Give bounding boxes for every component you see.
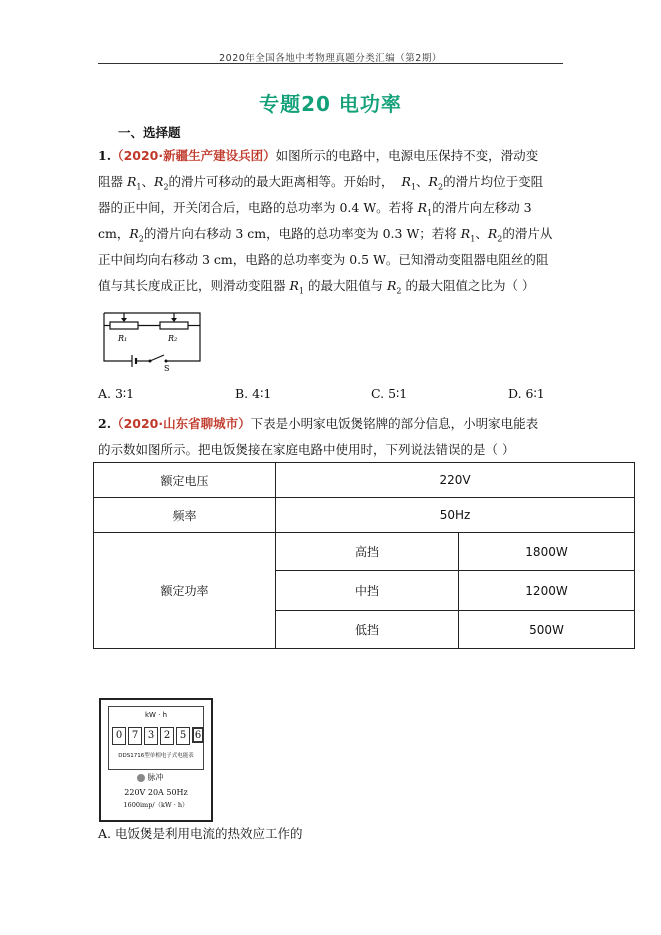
q1-line-6: [98, 273, 568, 299]
table-cell: 1800W: [459, 533, 635, 571]
q1-text-5: 正中间均向右移动 3 cm，电路的总功率变为 0.5 W。已知滑动变阻器电阻丝的阻: [98, 252, 549, 267]
q1-line-4: cm，$R_2$的滑片向右移动 3 cm，电路的总功率变为 0.3 W；若将 $R_1$、$R_2$的滑片从: [98, 226, 553, 244]
q1-text-6b: 的最大阻值与: [308, 278, 384, 293]
table-cell: 中挡: [276, 571, 459, 611]
meter-digit: 2: [160, 727, 174, 745]
subscript: 2: [163, 182, 169, 192]
q1-text-2b: 的滑片可移动的最大距离相等。开始时，: [168, 174, 394, 189]
q2-source: （2020·山东省聊城市）: [111, 416, 251, 431]
table-cell: 额定功率: [94, 533, 276, 649]
q1-line-5: [98, 247, 568, 273]
r-symbol: R: [154, 174, 164, 189]
circuit-diagram: [96, 305, 206, 373]
q1-text-6a: 值与其长度成正比，则滑动变阻器: [98, 278, 286, 293]
page-title: 专题20 电功率: [259, 92, 402, 116]
table-row: [94, 533, 635, 571]
r2-label: R₂: [168, 334, 178, 343]
table-row: [94, 498, 635, 533]
switch-label: S: [164, 364, 170, 373]
r1-label: R₁: [118, 334, 128, 343]
meter-pulse-label: 脉冲: [147, 773, 164, 782]
rheostat-r1: [110, 322, 138, 329]
option-b[interactable]: B. 4∶1: [235, 386, 272, 401]
r-symbol: R: [487, 226, 498, 241]
nameplate-table: [93, 462, 635, 649]
q1-text-4a: cm，: [98, 226, 130, 241]
option-d[interactable]: D. 6∶1: [508, 386, 545, 401]
q1-line-1: [98, 143, 568, 169]
table-row: [94, 463, 635, 498]
subscript: 2: [138, 234, 144, 244]
r-symbol: R: [289, 278, 299, 293]
q1-text-6c: 的最大阻值之比为（ ）: [405, 278, 535, 293]
subscript: 1: [410, 182, 417, 192]
table-cell: 高挡: [276, 533, 459, 571]
meter-unit: kW · h: [144, 711, 168, 719]
table-cell: 频率: [94, 498, 276, 533]
subscript: 1: [298, 286, 305, 296]
r-symbol: R: [417, 200, 428, 215]
subscript: 1: [427, 208, 433, 218]
question-2: [98, 411, 568, 463]
q2-text-2: 的示数如图所示。把电饭煲接在家庭电路中使用时，下列说法错误的是（ ）: [98, 442, 515, 457]
r-symbol: R: [460, 226, 471, 241]
r-symbol: R: [401, 174, 411, 189]
r-symbol: R: [127, 174, 137, 189]
section-heading: 一、选择题: [118, 125, 181, 140]
q1-source: （2020·新疆生产建设兵团）: [111, 148, 276, 163]
table-cell: 50Hz: [276, 498, 635, 533]
meter-rating: 220V 20A 50Hz: [124, 788, 188, 797]
subscript: 1: [470, 234, 476, 244]
q2-line-1: [98, 411, 568, 437]
option-a[interactable]: A. 3∶1: [98, 386, 135, 401]
q2-option-a[interactable]: A. 电饭煲是利用电流的热效应工作的: [98, 826, 303, 841]
meter-digit-decimal: 6: [192, 727, 204, 743]
subscript: 2: [437, 182, 444, 192]
option-c[interactable]: C. 5∶1: [371, 386, 408, 401]
table-cell: 500W: [459, 611, 635, 649]
subscript: 2: [396, 286, 402, 296]
meter-digit: 5: [176, 727, 190, 745]
q1-line-2: 阻器 $R_1$、$R_2$的滑片可移动的最大距离相等。开始时， $R_1$、$R_2$的滑片均位于变阻: [98, 174, 544, 192]
header-rule: [98, 63, 563, 64]
switch: [150, 355, 164, 361]
q1-text-2c: 的滑片均位于变阻: [443, 174, 544, 189]
meter-digit: 0: [112, 727, 126, 745]
rheostat-r2: [160, 322, 188, 329]
q1-text-3: 器的正中间，开关闭合后，电路的总功率为 0.4 W。若将: [98, 200, 414, 215]
table-cell: 220V: [276, 463, 635, 498]
table-cell: 低挡: [276, 611, 459, 649]
r-symbol: R: [387, 278, 397, 293]
r-symbol: R: [129, 226, 139, 241]
meter-digits: [112, 727, 204, 745]
pulse-indicator-icon: [137, 774, 145, 782]
meter-pulse: [137, 772, 164, 783]
page-header: 2020年全国各地中考物理真题分类汇编（第2期）: [219, 53, 442, 64]
meter-model: DDS1716型单相电子式电能表: [118, 753, 194, 759]
q1-line-3: [98, 195, 568, 221]
q1-text-4b: 的滑片向右移动 3 cm，电路的总功率变为 0.3 W；若将: [143, 226, 457, 241]
subscript: 2: [497, 234, 503, 244]
meter-digit: 3: [144, 727, 158, 745]
meter-imp: 1600imp/（kW · h）: [123, 801, 189, 809]
meter-digit: 7: [128, 727, 142, 745]
q2-line-2: [98, 437, 568, 463]
q1-text-3b: 的滑片向左移动 3: [432, 200, 532, 215]
q1-text-4c: 的滑片从: [502, 226, 553, 241]
meter-window: [108, 706, 204, 770]
energy-meter: [99, 698, 213, 822]
question-1: [98, 143, 568, 299]
table-cell: 额定电压: [94, 463, 276, 498]
table-cell: 1200W: [459, 571, 635, 611]
r-symbol: R: [428, 174, 438, 189]
subscript: 1: [136, 182, 142, 192]
q1-number: 1.: [98, 148, 112, 163]
q1-text-2a: 阻器: [98, 174, 124, 189]
q1-text-1: 如图所示的电路中，电源电压保持不变，滑动变: [275, 148, 539, 163]
q2-text-1: 下表是小明家电饭煲铭牌的部分信息，小明家电能表: [250, 416, 539, 431]
q2-number: 2.: [98, 416, 112, 431]
